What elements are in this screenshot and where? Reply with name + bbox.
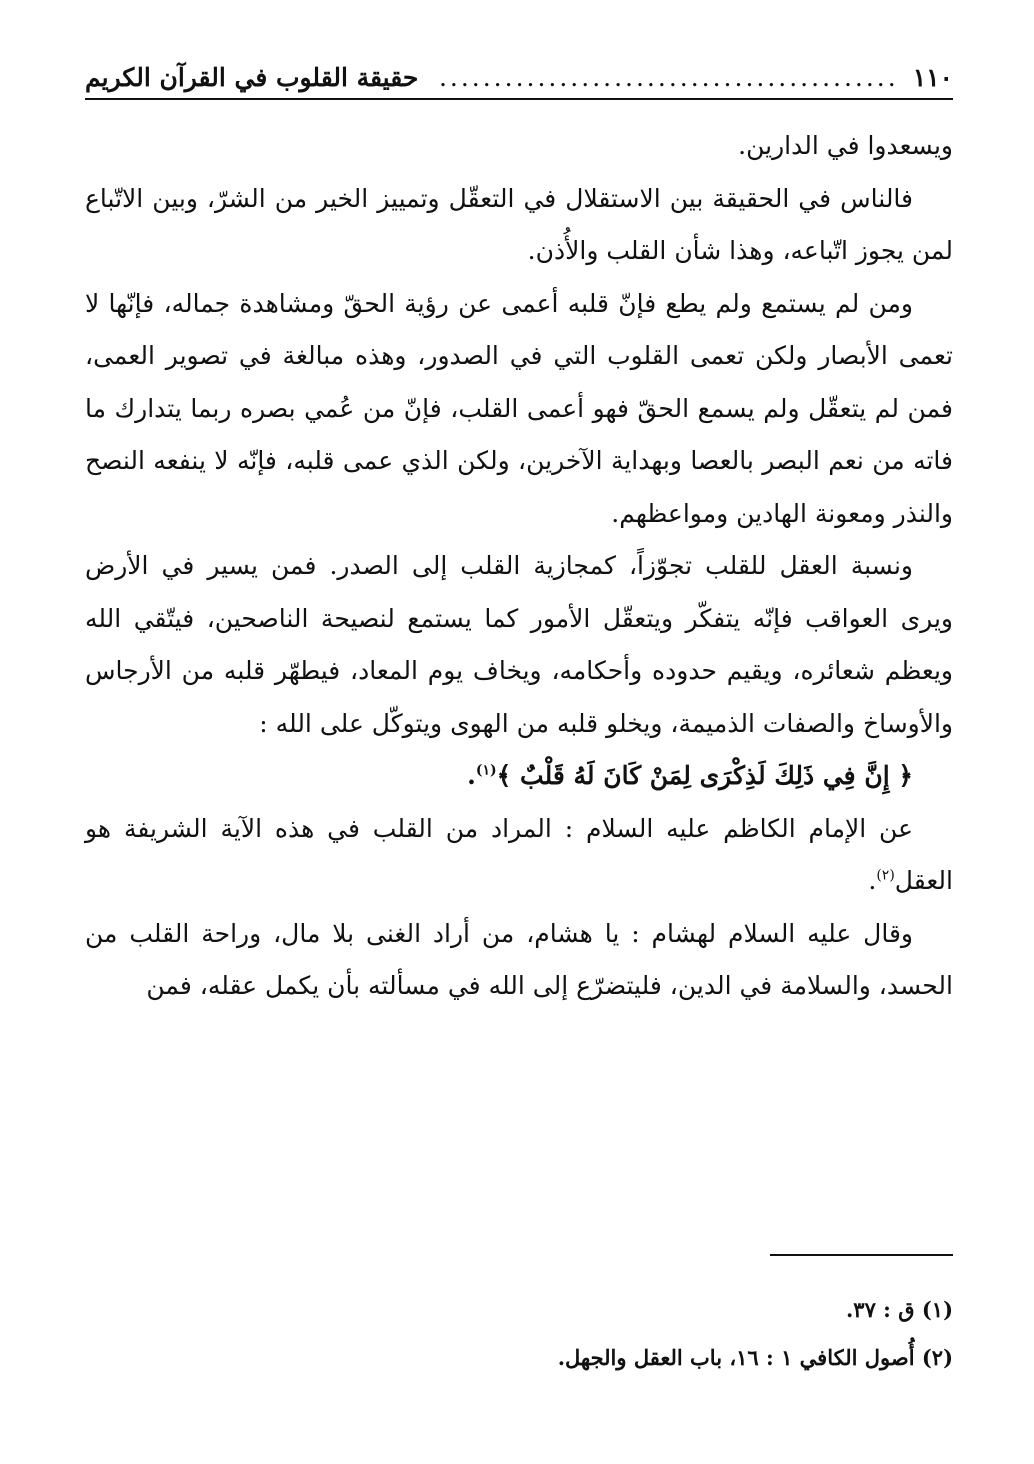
main-text (85, 120, 953, 1013)
book-title: حقيقة القلوب في القرآن الكريم (85, 63, 419, 92)
paragraph: فالناس في الحقيقة بين الاستقلال في التعقّل وتمييز الخير من الشرّ، وبين الاتّباع لمن يجوز اتّباعه، وهذا شأن القلب والأُذن. (85, 183, 953, 265)
footnote-ref: (٢) (876, 867, 895, 884)
paragraph: ونسبة العقل للقلب تجوّزاً، كمجازية القلب إلى الصدر. فمن يسير في الأرض ويرى العواقب فإنّه يتفكّر ويتعقّل الأمور كما يستمع لنصيحة الناصحين، فيتّقي الله ويعظم شعائره، ويقيم حدوده وأحكامه، ويخاف يوم المعاد، فيطهّر قلبه من الأرجاس والأوساخ والصفات الذميمة، ويخلو قلبه من الهوى ويتوكّل على الله : (85, 551, 953, 738)
paragraph-end: . (868, 866, 877, 895)
verse-text: ﴿ إِنَّ فِي ذَلِكَ لَذِكْرَى لِمَنْ كَانَ لَهُ قَلْبٌ ﴾ (496, 761, 913, 790)
footnote-separator (770, 1254, 953, 1256)
footnote: (١) ق : ٣٧. (845, 1297, 953, 1322)
verse-end: . (467, 761, 476, 790)
running-header (85, 52, 953, 100)
quran-verse (85, 750, 953, 803)
page-number: ١١٠ (912, 63, 953, 92)
paragraph: وقال عليه السلام لهشام : يا هشام، من أراد الغنى بلا مال، وراحة القلب من الحسد، والسلامة في الدين، فليتضرّع إلى الله في مسألته بأن يكمل عقله، فمن (85, 918, 953, 1000)
paragraph (85, 803, 953, 908)
header-leader-dots: .......................................... (438, 63, 899, 92)
footnote-ref: (١) (475, 762, 497, 779)
paragraph-text: عن الإمام الكاظم عليه السلام : المراد من القلب في هذه الآية الشريفة هو العقل (85, 813, 953, 895)
footnotes (85, 1286, 953, 1382)
paragraph: ويسعدوا في الدارين. (738, 131, 953, 160)
footnote: (٢) أُصول الكافي ١ : ١٦، باب العقل والجهل. (557, 1345, 953, 1370)
paragraph: ومن لم يستمع ولم يطع فإنّ قلبه أعمى عن رؤية الحقّ ومشاهدة جماله، فإنّها لا تعمى الأبصار ولكن تعمى القلوب التي في الصدور، وهذه مبالغة في تصوير العمى، فمن لم يتعقّل ولم يسمع الحقّ فهو أعمى القلب، فإنّ من عُمي بصره ربما يتدارك ما فاته من نعم البصر بالعصا وبهداية الآخرين، ولكن الذي عمى قلبه، فإنّه لا ينفعه النصح والنذر ومعونة الهادين ومواعظهم. (85, 288, 953, 528)
